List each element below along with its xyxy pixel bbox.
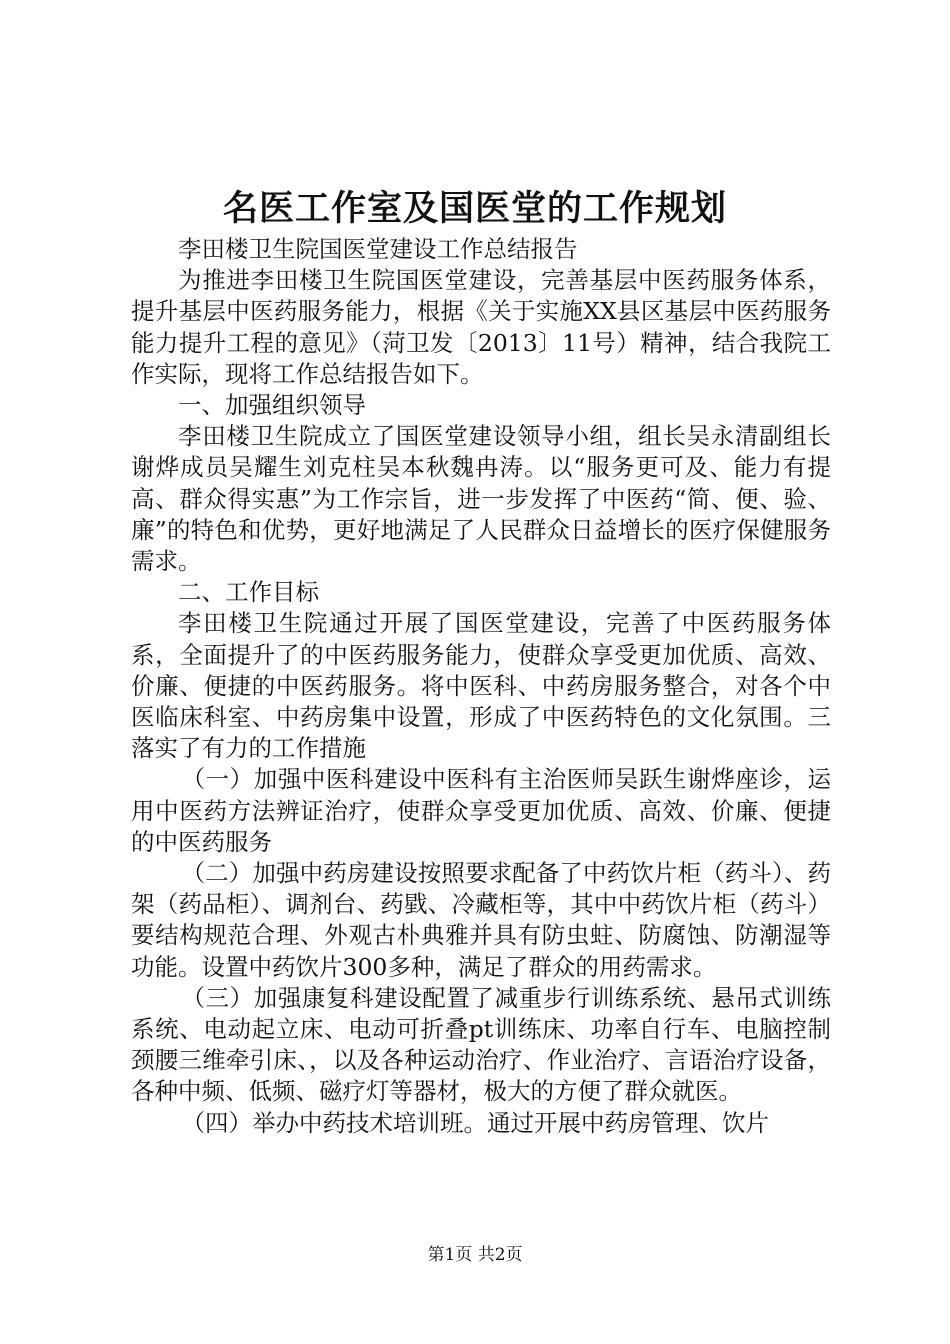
- intro-paragraph: 为推进李田楼卫生院国医堂建设，完善基层中医药服务体系，提升基层中医药服务能力，根据《关于实施XX县区基层中医药服务能力提升工程的意见》（菏卫发〔2013〕11号）精神，结合我院工作实际，现将工作总结报告如下。: [131, 266, 831, 388]
- organization-paragraph: 李田楼卫生院成立了国医堂建设领导小组，组长吴永清副组长谢烨成员吴耀生刘克柱吴本秋魏冉涛。以“服务更可及、能力有提高、群众得实惠”为工作宗旨，进一步发挥了中医药“简、便、验、廉”的特色和优势，更好地满足了人民群众日益增长的医疗保健服务需求。: [131, 422, 831, 576]
- report-heading: 李田楼卫生院国医堂建设工作总结报告: [178, 235, 578, 263]
- measure-paragraph-1: （一）加强中医科建设中医科有主治医师吴跃生谢烨座诊，运用中医药方法辨证治疗，使群众享受更加优质、高效、价廉、便捷的中医药服务: [131, 765, 831, 856]
- page-number-footer: 第1页 共2页: [427, 1245, 523, 1265]
- measure-paragraph-2: （二）加强中药房建设按照要求配备了中药饮片柜（药斗）、药架（药品柜）、调剂台、药戥、冷藏柜等，其中中药饮片柜（药斗）要结构规范合理、外观古朴典雅并具有防虫蛀、防腐蚀、防潮湿等功能。设置中药饮片300多种，满足了群众的用药需求。: [131, 859, 831, 981]
- document-title: 名医工作室及国医堂的工作规划: [222, 188, 727, 229]
- section-heading-goals: 二、工作目标: [178, 578, 319, 607]
- measure-paragraph-3: （三）加强康复科建设配置了减重步行训练系统、悬吊式训练系统、电动起立床、电动可折叠pt训练床、功率自行车、电脑控制颈腰三维牵引床、，以及各种运动治疗、作业治疗、言语治疗设备，各种中频、低频、磁疗灯等器材，极大的方便了群众就医。: [131, 983, 831, 1106]
- measure-paragraph-4: （四）举办中药技术培训班。通过开展中药房管理、饮片: [181, 1108, 770, 1137]
- section-heading-organization: 一、加强组织领导: [178, 391, 366, 420]
- document-body: [131, 234, 831, 1139]
- goals-paragraph: 李田楼卫生院通过开展了国医堂建设，完善了中医药服务体系，全面提升了的中医药服务能力，使群众享受更加优质、高效、价廉、便捷的中医药服务。将中医科、中药房服务整合，对各个中医临床科室、中药房集中设置，形成了中医药特色的文化氛围。三落实了有力的工作措施: [131, 609, 831, 763]
